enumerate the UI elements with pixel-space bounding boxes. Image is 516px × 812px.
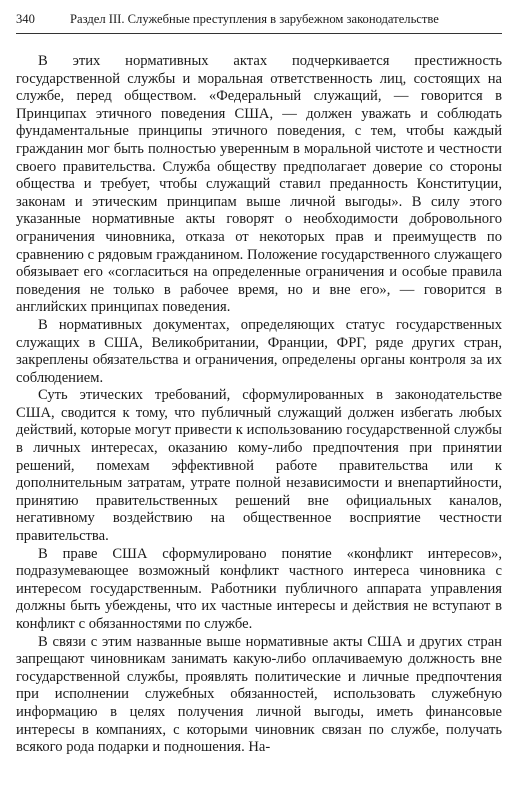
book-page xyxy=(16,0,502,812)
paragraph: В связи с этим названные выше нормативные акты США и других стран запрещают чиновникам занимать какую-либо оплачиваемую должность вне государственной службы, проявлять политические и личные предпочтения при исполнении служебных обязанностей, использовать служебную информацию в целях получения личной выгоды, иметь финансовые интересы в компаниях, с которыми чиновник связан по службе, получать всякого рода подарки и подношения. На- xyxy=(16,633,502,756)
running-title: Раздел III. Служебные преступления в зарубежном законодательстве xyxy=(70,12,439,26)
running-header xyxy=(16,12,502,32)
paragraph: Суть этических требований, сформулированных в законодательстве США, сводится к тому, что публичный служащий должен избегать любых действий, которые могут привести к использованию государственной службы в личных интересах, оказанию кому-либо предпочтения при принятии решений, помехам эффективной работе правительства или к дополнительным затратам, утрате полной независимости и внепартийности, принятию правительственных решений вне официальных каналов, негативному воздействию на общественное восприятие честности правительства. xyxy=(16,387,502,545)
paragraph: В праве США сформулировано понятие «конфликт интересов», подразумевающее возможный конфликт частного интереса чиновника с интересом государственным. Работники публичного аппарата управления должны быть убеждены, что их частные интересы и действия не вступают в конфликт с обязанностями по службе. xyxy=(16,545,502,632)
body-text xyxy=(16,53,502,757)
paragraph: В нормативных документах, определяющих статус государственных служащих в США, Великобритании, Франции, ФРГ, ряде других стран, закреплены обязательства и ограничения, определены органы контроля за их соблюдением. xyxy=(16,316,502,386)
page-number: 340 xyxy=(16,12,35,26)
header-rule xyxy=(16,33,502,34)
paragraph: В этих нормативных актах подчеркивается престижность государственной службы и моральная ответственность лиц, состоящих на службе, перед обществом. «Федеральный служащий, — говорится в Принципах этичного поведения США, — должен уважать и соблюдать фундаментальные принципы этичного поведения, с тем, чтобы каждый гражданин мог быть полностью уверенным в моральной чистоте и честности своего правительства. Служба обществу предполагает доверие со стороны общества и требует, чтобы служащий ставил преданность Конституции, законам и этическим принципам выше личной выгоды». В силу этого указанные нормативные акты говорят о необходимости добровольного ограничения чиновника, отказа от некоторых прав и преимуществ по сравнению с рядовым гражданином. Положение государственного служащего обязывает его «согласиться на определенные ограничения и особые правила поведения не только в рабочее время, но и вне его», — говорится в английских принципах поведения. xyxy=(16,53,502,316)
